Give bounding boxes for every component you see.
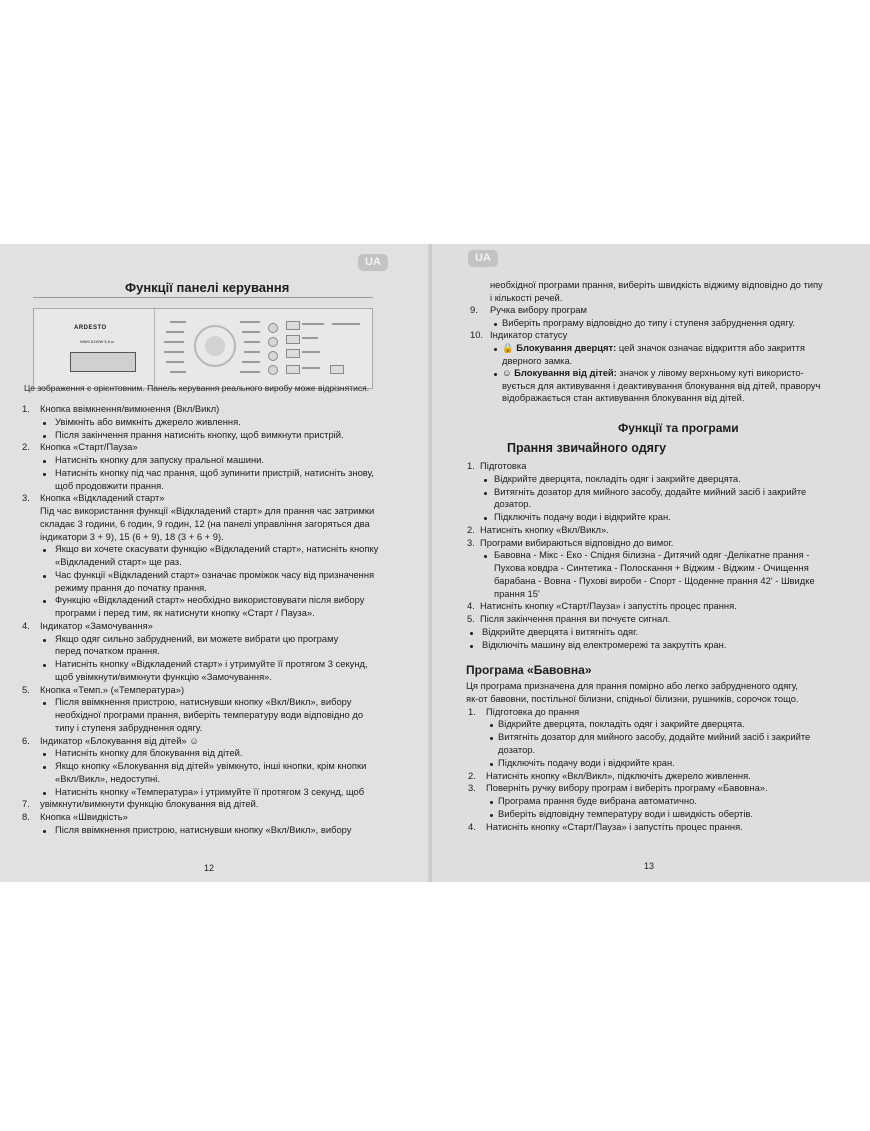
text-line-content: Пухова ковдра - Синтетика - Полоскання + Віджим - Віджим - Очищення: [494, 562, 809, 573]
section-heading-normal-wash: Прання звичайного одягу: [507, 441, 667, 455]
text-line: [55, 760, 366, 772]
bullet-icon: [43, 830, 46, 833]
text-line: [40, 403, 219, 415]
list-number: 4.: [468, 820, 476, 832]
text-line: [502, 317, 795, 329]
panel-divider: [154, 309, 155, 388]
text-line-content: Витягніть дозатор для мийного засобу, додайте мийний засіб і закрийте: [494, 485, 807, 497]
list-number: 3.: [468, 782, 476, 794]
list-number: 1.: [468, 705, 476, 717]
brand-logo: ARDESTO: [74, 325, 107, 331]
bullet-icon: [494, 323, 497, 326]
text-line: [498, 795, 697, 807]
text-line: [55, 786, 364, 798]
text-line-content: Функцію «Відкладений старт» необхідно використовувати після вибору: [55, 594, 365, 606]
text-line-content: відображається стан активування блокування від дітей.: [502, 392, 745, 404]
text-line: [40, 811, 128, 823]
text-line: [40, 798, 258, 810]
list-number: 3.: [22, 492, 30, 504]
text-line: [502, 392, 744, 404]
text-line-content: перед початком прання.: [55, 645, 160, 657]
text-line-content: Час функції «Відкладений старт» означає проміжок часу від призначення: [55, 568, 375, 580]
list-number: 6.: [22, 734, 30, 746]
bullet-icon: [43, 600, 46, 603]
text-line: [55, 582, 207, 594]
bullet-icon: [43, 435, 46, 438]
text-line: [498, 744, 535, 756]
text-line: [55, 645, 160, 657]
delay-button-icon: [286, 321, 300, 330]
bullet-icon: [490, 801, 493, 804]
text-line-content: Натисніть кнопку для запуску пральної машини.: [55, 454, 264, 465]
text-line: [494, 473, 741, 485]
text-line-content: Кнопка «Темп.» («Температура»): [40, 683, 185, 695]
title-rule: [33, 297, 373, 298]
program-label-mark: [244, 351, 260, 353]
text-line: [40, 684, 184, 696]
text-line-content: Натисніть кнопку для блокування від дітей.: [55, 747, 243, 759]
bullet-icon: [43, 575, 46, 578]
bullet-icon: [43, 460, 46, 463]
text-line: [55, 658, 368, 670]
text-line-content: типу і ступеня забруднення одягу.: [55, 721, 203, 733]
program-label-mark: [240, 321, 260, 323]
text-line: [498, 731, 810, 743]
text-line: [55, 594, 364, 606]
bullet-icon: [490, 814, 493, 817]
bullet-icon: [43, 549, 46, 552]
text-line-content: Підключіть подачу води і відкрийте кран.: [494, 511, 671, 522]
text-line-content: Натисніть кнопку «Вкл/Викл».: [480, 523, 609, 535]
text-line: [55, 824, 351, 836]
text-line-content: Ручка вибору програм: [490, 304, 587, 316]
bullet-icon: [490, 737, 493, 740]
bullet-icon: [43, 766, 46, 769]
language-badge: UA: [358, 254, 388, 271]
text-line: [40, 505, 374, 517]
text-line-content: Якщо одяг сильно забруднений, ви можете вибрати цю програму: [55, 632, 339, 644]
program-label-mark: [244, 341, 260, 343]
control-panel-illustration: [33, 308, 373, 389]
program-label-mark: [170, 321, 186, 323]
text-line-content: Виберіть відповідну температуру води і швидкість обертів.: [498, 808, 754, 819]
page-number: 13: [644, 861, 655, 871]
text-line-content: як-от бавовни, постільної білизни, спідньої білизни, рушників, сорочок тощо.: [466, 692, 799, 704]
program-label-mark: [164, 341, 184, 343]
program-label-mark: [166, 331, 184, 333]
bullet-icon: [43, 702, 46, 705]
text-line: [490, 329, 567, 341]
text-line: [494, 575, 815, 587]
text-line-content: прання 15': [494, 587, 540, 599]
program-label-mark: [242, 331, 260, 333]
program-label-mark: [170, 371, 186, 373]
text-line-content: Індикатор статусу: [490, 329, 568, 341]
bold-term: 🔒 Блокування дверцят:: [502, 342, 617, 353]
text-line: [55, 480, 164, 492]
text-line-content: Натисніть кнопку «Вкл/Викл», підключіть джерело живлення.: [486, 769, 751, 781]
bullet-icon: [484, 479, 487, 482]
text-line-content: щоб продовжити прання.: [55, 479, 164, 491]
program-label-mark: [164, 351, 184, 353]
text-line: [55, 747, 242, 759]
text-line-content: Якщо ви хочете скасувати функцію «Відкладений старт», натисніть кнопку: [55, 543, 379, 555]
list-number: 1.: [467, 460, 475, 471]
bullet-icon: [43, 422, 46, 425]
bullet-icon: [470, 645, 473, 648]
list-number: 5.: [22, 683, 30, 695]
text-line-content: складає 3 години, 6 годин, 9 годин, 12 (на панелі управління загоряться два: [40, 517, 370, 529]
text-line: [40, 531, 224, 543]
text-line: [502, 342, 805, 354]
text-line-content: Якщо кнопку «Блокування від дітей» увімкнуто, інші кнопки, крім кнопки: [55, 760, 367, 771]
text-line-content: Відключіть машину від електромережі та закрутіть кран.: [482, 638, 727, 650]
text-line-content: Виберіть програму відповідно до типу і ступеня забруднення одягу.: [502, 316, 795, 328]
text-line-content: Під час використання функції «Відкладений старт» для прання час затримки: [40, 505, 375, 516]
model-label: WMS 6115W 5,5 кг: [80, 339, 115, 344]
text-line-content: індикатори 3 + 9), 15 (6 + 9), 18 (3 + 6 + 9).: [40, 530, 224, 542]
text-line-content: Ця програма призначена для прання помірно або легко забрудненого одягу,: [466, 680, 799, 691]
text-line-content: Увімкніть або вимкніть джерело живлення.: [55, 415, 241, 427]
text-line-content: Бавовна - Мікс - Еко - Спідня білизна - Дитячий одяг -Делікатне прання -: [494, 549, 810, 561]
page-number: 12: [204, 863, 215, 873]
text-line: [486, 782, 768, 794]
text-line-content: Підготовка: [480, 460, 527, 471]
text-line: [40, 441, 138, 453]
text-line: [482, 639, 726, 651]
bullet-icon: [484, 492, 487, 495]
section-heading-functions: Функції та програми: [618, 421, 739, 435]
text-line: [494, 486, 806, 498]
text-line: [490, 292, 562, 304]
text-line-content: Відкрийте дверцята, покладіть одяг і закрийте дверцята.: [494, 472, 741, 484]
text-line: [490, 304, 587, 316]
text-line-content: дозатор.: [498, 744, 536, 755]
text-line-content: Кнопка «Старт/Пауза»: [40, 441, 138, 453]
image-caption: Це зображення є орієнтовним. Панель керування реального виробу може відрізнятися.: [24, 383, 370, 393]
text-line-content: значок у лівому верхньому куті використо-: [616, 367, 804, 379]
bullet-icon: [494, 348, 497, 351]
bullet-icon: [43, 639, 46, 642]
button-label-mark: [332, 323, 360, 325]
text-line-content: Індикатор «Замочування»: [40, 619, 153, 631]
list-number: 2.: [468, 769, 476, 781]
text-line-content: Натисніть кнопку «Старт/Пауза» і запустіть процес прання.: [486, 820, 743, 832]
detergent-drawer: [70, 352, 136, 372]
text-line-content: Кнопка «Швидкість»: [40, 811, 128, 822]
text-line-content: дверного замка.: [502, 354, 573, 366]
list-number: 10.: [470, 329, 484, 341]
button-label-mark: [302, 337, 318, 339]
text-line-content: Натисніть кнопку «Температура» і утримуйте її протягом 3 секунд, щоб: [55, 785, 365, 797]
speed-button-icon: [286, 349, 300, 358]
language-badge: UA: [468, 250, 498, 267]
program-label-mark: [240, 371, 260, 373]
text-line: [55, 696, 351, 708]
list-number: 1.: [22, 403, 30, 414]
text-line: [40, 620, 153, 632]
text-line-content: Після ввімкнення пристрою, натиснувши кнопку «Вкл/Викл», вибору: [55, 696, 352, 708]
text-line: [55, 556, 182, 568]
list-number: 8.: [22, 811, 30, 822]
page-title: Функції панелі керування: [125, 280, 290, 295]
manual-spread: [0, 244, 870, 882]
list-number: 5.: [467, 613, 475, 624]
bullet-icon: [43, 753, 46, 756]
text-line: [502, 367, 804, 379]
bullet-icon: [494, 373, 497, 376]
text-line-content: і кількості речей.: [490, 291, 563, 303]
button-label-mark: [302, 351, 320, 353]
text-line: [55, 569, 374, 581]
text-line: [494, 549, 809, 561]
bullet-icon: [490, 763, 493, 766]
indicator-light-icon: [268, 337, 278, 347]
program-knob-icon: [194, 325, 236, 367]
text-line: [55, 709, 363, 721]
bullet-icon: [43, 664, 46, 667]
left-page: [0, 244, 432, 882]
text-line-content: щоб увімкнути/вимкнути функцію «Замочування».: [55, 670, 272, 682]
section-heading-cotton: Програма «Бавовна»: [466, 663, 592, 677]
text-line: [55, 454, 264, 466]
text-line: [502, 355, 572, 367]
text-line: [486, 770, 751, 782]
text-line-content: Поверніть ручку вибору програм і виберіть програму «Бавовна».: [486, 782, 768, 794]
text-line: [498, 757, 675, 769]
text-line-content: Натисніть кнопку під час прання, щоб зупинити пристрій, натисніть знову,: [55, 466, 374, 478]
text-line-content: Підготовка до прання: [486, 705, 580, 717]
text-line-content: Відкрийте дверцята і витягніть одяг.: [482, 625, 638, 637]
start-pause-button-icon: [286, 365, 300, 374]
text-line-content: увімкнути/вимкнути функцію блокування від дітей.: [40, 798, 259, 810]
list-number: 2.: [467, 523, 475, 535]
list-number: 7.: [22, 798, 30, 810]
button-label-mark: [302, 367, 320, 369]
list-number: 4.: [467, 600, 475, 612]
text-line: [494, 498, 531, 510]
right-page: [432, 244, 870, 882]
text-line-content: дозатор.: [494, 498, 532, 510]
text-line: [486, 821, 743, 833]
bullet-icon: [490, 724, 493, 727]
text-line-content: Кнопка «Відкладений старт»: [40, 492, 165, 504]
bullet-icon: [484, 517, 487, 520]
text-line: [55, 607, 315, 619]
text-line: [55, 633, 338, 645]
text-line: [480, 600, 737, 612]
button-label-mark: [302, 323, 324, 325]
text-line: [498, 718, 745, 730]
text-line-content: цей значок означає відкриття або закриття: [616, 342, 805, 353]
text-line-content: необхідної програми прання, виберіть температуру води відповідно до: [55, 709, 364, 720]
bullet-icon: [484, 555, 487, 558]
text-line: [482, 626, 638, 638]
text-line: [466, 693, 799, 705]
text-line-content: Натисніть кнопку «Старт/Пауза» і запустіть процес прання.: [480, 600, 737, 612]
program-label-mark: [166, 361, 184, 363]
text-line: [55, 416, 241, 428]
bold-term: ☺ Блокування від дітей:: [502, 367, 617, 379]
text-line-content: режиму прання до початку прання.: [55, 581, 207, 593]
text-line: [480, 613, 670, 625]
text-line: [55, 671, 272, 683]
list-number: 9.: [470, 304, 478, 316]
text-line: [55, 467, 374, 479]
text-line: [55, 773, 160, 785]
bullet-icon: [43, 792, 46, 795]
text-line-content: Програми вибираються відповідно до вимог.: [480, 536, 674, 548]
text-line-content: барабана - Вовна - Пухові вироби - Спорт - Щоденне прання 42' - Швидке: [494, 574, 815, 586]
bullet-icon: [43, 473, 46, 476]
text-line-content: Натисніть кнопку «Відкладений старт» і утримуйте її протягом 3 секунд,: [55, 658, 368, 669]
list-number: 3.: [467, 536, 475, 548]
text-line: [40, 735, 199, 747]
list-number: 2.: [22, 441, 30, 453]
text-line-content: Після ввімкнення пристрою, натиснувши кнопку «Вкл/Викл», вибору: [55, 823, 352, 835]
text-line: [486, 706, 579, 718]
text-line-content: вується для активування і деактивування блокування від дітей, праворуч: [502, 379, 821, 391]
text-line-content: необхідної програми прання, виберіть швидкість віджиму відповідно до типу: [490, 279, 823, 290]
text-line: [480, 524, 609, 536]
text-line: [498, 808, 753, 820]
text-line-content: Індикатор «Блокування від дітей» ☺: [40, 734, 199, 746]
text-line: [55, 722, 202, 734]
text-line: [490, 279, 823, 291]
text-line: [466, 680, 798, 692]
temp-button-icon: [286, 335, 300, 344]
indicator-light-icon: [268, 365, 278, 375]
text-line-content: програми і перед тим, як натиснути кнопку «Старт / Пауза».: [55, 607, 315, 618]
text-line-content: Підключіть подачу води і відкрийте кран.: [498, 756, 675, 768]
text-line-content: «Відкладений старт» ще раз.: [55, 556, 182, 567]
program-label-mark: [242, 361, 260, 363]
text-line: [480, 460, 526, 472]
text-line-content: «Вкл/Викл», недоступні.: [55, 772, 160, 784]
text-line: [480, 537, 673, 549]
bullet-icon: [470, 632, 473, 635]
indicator-light-icon: [268, 351, 278, 361]
text-line-content: Відкрийте дверцята, покладіть одяг і закрийте дверцята.: [498, 718, 745, 730]
text-line: [494, 588, 540, 600]
text-line-content: Після закінчення прання натисніть кнопку, щоб вимкнути пристрій.: [55, 428, 344, 440]
text-line: [494, 511, 671, 523]
text-line: [502, 380, 820, 392]
text-line: [55, 543, 378, 555]
power-button-icon: [330, 365, 344, 374]
text-line-content: Після закінчення прання ви почуєте сигнал.: [480, 613, 671, 624]
text-line-content: Витягніть дозатор для мийного засобу, додайте мийний засіб і закрийте: [498, 731, 811, 743]
text-line: [40, 518, 370, 530]
text-line: [494, 562, 809, 574]
indicator-light-icon: [268, 323, 278, 333]
text-line-content: Кнопка ввімкнення/вимкнення (Вкл/Викл): [40, 403, 220, 414]
text-line: [55, 429, 344, 441]
list-number: 4.: [22, 619, 30, 631]
text-line: [40, 492, 165, 504]
text-line-content: Програма прання буде вибрана автоматично.: [498, 795, 697, 807]
